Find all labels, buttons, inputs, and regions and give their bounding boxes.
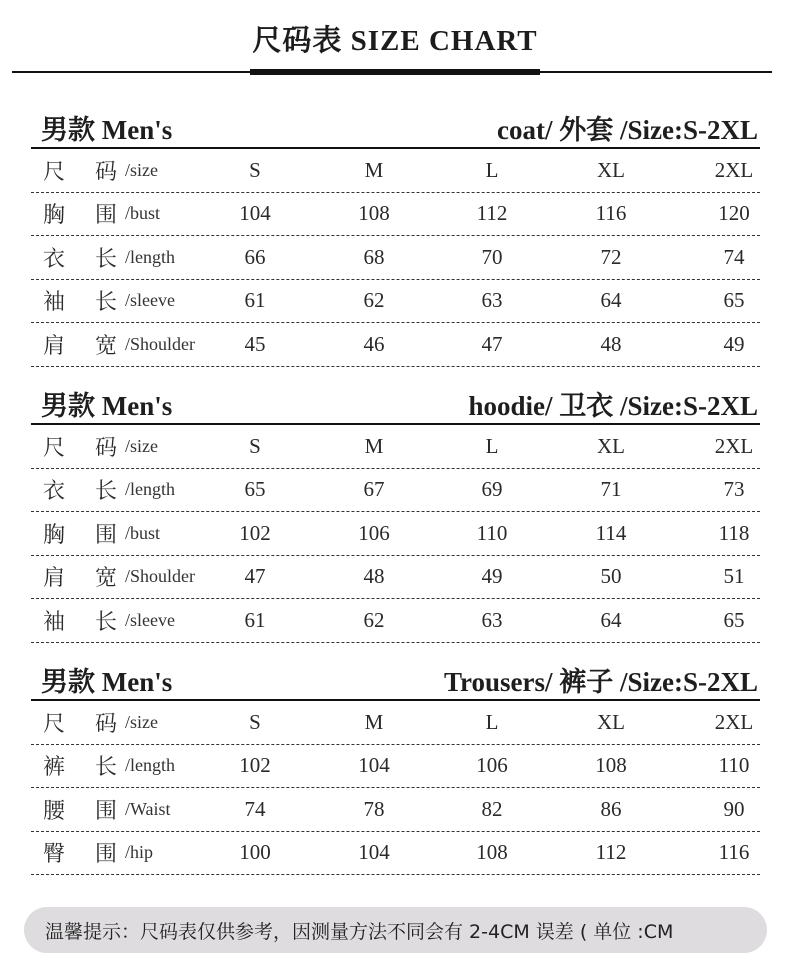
table-row bbox=[31, 701, 760, 745]
cell-value: 104 bbox=[358, 753, 390, 778]
row-label-cn: 裤 bbox=[43, 755, 66, 781]
cell-value: 112 bbox=[595, 840, 627, 865]
cell-value: 82 bbox=[481, 796, 503, 821]
table-row bbox=[31, 236, 760, 280]
cell-value: 61 bbox=[244, 607, 266, 632]
cell-value: 46 bbox=[363, 331, 385, 356]
cell-value: 114 bbox=[595, 520, 627, 545]
cell-value: 62 bbox=[363, 607, 385, 632]
section-garment-title: coat/ 外套 /Size:S-2XL bbox=[497, 115, 758, 145]
table-row bbox=[31, 193, 760, 237]
table-row bbox=[31, 788, 760, 832]
page-title: 尺码表 SIZE CHART bbox=[252, 25, 538, 57]
notice-text: 温馨提示：尺码表仅供参考，因测量方法不同会有 2-4CM 误差 ( 单位 :CM bbox=[45, 920, 674, 943]
cell-value: 108 bbox=[595, 753, 627, 778]
cell-value: 112 bbox=[476, 201, 508, 226]
row-label-cn: 码 bbox=[95, 711, 118, 737]
size-table-coat bbox=[31, 101, 760, 367]
cell-value: M bbox=[364, 157, 384, 182]
cell-value: 110 bbox=[476, 520, 508, 545]
table-row bbox=[31, 745, 760, 789]
table-row bbox=[31, 425, 760, 469]
cell-value: S bbox=[249, 157, 261, 182]
cell-value: 65 bbox=[244, 477, 266, 502]
cell-value: 49 bbox=[723, 331, 745, 356]
section-garment-title: Trousers/ 裤子 /Size:S-2XL bbox=[444, 667, 758, 697]
row-label-en: /bust bbox=[125, 203, 161, 224]
cell-value: 67 bbox=[363, 477, 385, 502]
table-row bbox=[31, 149, 760, 193]
cell-value: 47 bbox=[244, 564, 266, 589]
section-garment-title: hoodie/ 卫衣 /Size:S-2XL bbox=[468, 391, 758, 421]
cell-value: L bbox=[485, 157, 499, 182]
row-label-en: /Shoulder bbox=[125, 566, 195, 587]
cell-value: 108 bbox=[476, 840, 508, 865]
cell-value: XL bbox=[597, 709, 625, 734]
section-gender-title: 男款 Men's bbox=[41, 115, 173, 145]
cell-value: S bbox=[249, 709, 261, 734]
cell-value: 102 bbox=[239, 520, 271, 545]
table-row bbox=[31, 469, 760, 513]
cell-value: 71 bbox=[600, 477, 622, 502]
section-header bbox=[31, 653, 760, 701]
row-label-cn: 尺 bbox=[43, 711, 66, 737]
row-label-cn: 腰 bbox=[43, 798, 66, 824]
row-label-cn: 衣 bbox=[43, 246, 66, 272]
row-label-cn: 衣 bbox=[43, 479, 66, 505]
cell-value: 45 bbox=[244, 331, 266, 356]
cell-value: 47 bbox=[481, 331, 503, 356]
row-label-cn: 围 bbox=[95, 798, 118, 824]
cell-value: 63 bbox=[481, 607, 503, 632]
cell-value: 73 bbox=[723, 477, 745, 502]
table-row bbox=[31, 556, 760, 600]
row-label-cn: 宽 bbox=[95, 333, 118, 359]
cell-value: L bbox=[485, 433, 499, 458]
table-row bbox=[31, 280, 760, 324]
row-label-cn: 码 bbox=[95, 435, 118, 461]
row-label-cn: 长 bbox=[95, 755, 118, 781]
cell-value: 61 bbox=[244, 288, 266, 313]
cell-value: 66 bbox=[244, 244, 266, 269]
cell-value: 78 bbox=[363, 796, 385, 821]
row-label-en: /hip bbox=[125, 842, 154, 863]
table-row bbox=[31, 512, 760, 556]
cell-value: 62 bbox=[363, 288, 385, 313]
cell-value: 63 bbox=[481, 288, 503, 313]
cell-value: 49 bbox=[481, 564, 503, 589]
row-label-cn: 臀 bbox=[43, 842, 66, 868]
cell-value: 106 bbox=[476, 753, 508, 778]
cell-value: 70 bbox=[481, 244, 503, 269]
title-divider-accent bbox=[250, 69, 540, 75]
row-label-en: /sleeve bbox=[125, 609, 175, 630]
cell-value: 106 bbox=[358, 520, 390, 545]
row-label-en: /size bbox=[125, 435, 158, 456]
cell-value: 2XL bbox=[714, 157, 754, 182]
row-label-en: /length bbox=[125, 755, 175, 776]
cell-value: 104 bbox=[239, 201, 271, 226]
row-label-cn: 围 bbox=[95, 522, 118, 548]
row-label-en: /Shoulder bbox=[125, 333, 195, 354]
cell-value: 2XL bbox=[714, 709, 754, 734]
cell-value: 100 bbox=[239, 840, 271, 865]
row-label-en: /length bbox=[125, 479, 175, 500]
cell-value: 2XL bbox=[714, 433, 754, 458]
cell-value: 64 bbox=[600, 288, 622, 313]
row-label-en: /bust bbox=[125, 522, 161, 543]
cell-value: XL bbox=[597, 157, 625, 182]
size-table-trousers bbox=[31, 653, 760, 875]
cell-value: 86 bbox=[600, 796, 622, 821]
cell-value: L bbox=[485, 709, 499, 734]
cell-value: 48 bbox=[363, 564, 385, 589]
cell-value: 120 bbox=[718, 201, 750, 226]
cell-value: 90 bbox=[723, 796, 745, 821]
row-label-en: /size bbox=[125, 159, 158, 180]
row-label-en: /sleeve bbox=[125, 290, 175, 311]
size-table-hoodie bbox=[31, 377, 760, 643]
row-label-cn: 长 bbox=[95, 290, 118, 316]
table-row bbox=[31, 599, 760, 643]
cell-value: S bbox=[249, 433, 261, 458]
row-label-cn: 肩 bbox=[43, 333, 66, 359]
row-label-en: /size bbox=[125, 711, 158, 732]
row-label-cn: 宽 bbox=[95, 566, 118, 592]
row-label-cn: 胸 bbox=[43, 203, 66, 229]
cell-value: 68 bbox=[363, 244, 385, 269]
cell-value: 48 bbox=[600, 331, 622, 356]
cell-value: 104 bbox=[358, 840, 390, 865]
row-label-cn: 袖 bbox=[43, 609, 66, 635]
section-header bbox=[31, 101, 760, 149]
cell-value: 69 bbox=[481, 477, 503, 502]
row-label-cn: 胸 bbox=[43, 522, 66, 548]
cell-value: 74 bbox=[723, 244, 745, 269]
section-gender-title: 男款 Men's bbox=[41, 667, 173, 697]
row-label-cn: 肩 bbox=[43, 566, 66, 592]
row-label-cn: 袖 bbox=[43, 290, 66, 316]
cell-value: 116 bbox=[595, 201, 627, 226]
cell-value: 72 bbox=[600, 244, 622, 269]
cell-value: 65 bbox=[723, 288, 745, 313]
row-label-cn: 长 bbox=[95, 246, 118, 272]
cell-value: 110 bbox=[718, 753, 750, 778]
row-label-cn: 尺 bbox=[43, 435, 66, 461]
cell-value: 102 bbox=[239, 753, 271, 778]
cell-value: M bbox=[364, 709, 384, 734]
table-row bbox=[31, 832, 760, 876]
row-label-cn: 尺 bbox=[43, 159, 66, 185]
cell-value: M bbox=[364, 433, 384, 458]
cell-value: 65 bbox=[723, 607, 745, 632]
section-header bbox=[31, 377, 760, 425]
row-label-en: /Waist bbox=[125, 798, 171, 819]
cell-value: 64 bbox=[600, 607, 622, 632]
row-label-cn: 码 bbox=[95, 159, 118, 185]
table-row bbox=[31, 323, 760, 367]
row-label-cn: 围 bbox=[95, 842, 118, 868]
cell-value: XL bbox=[597, 433, 625, 458]
cell-value: 116 bbox=[718, 840, 750, 865]
cell-value: 51 bbox=[723, 564, 745, 589]
row-label-en: /length bbox=[125, 246, 175, 267]
row-label-cn: 长 bbox=[95, 479, 118, 505]
row-label-cn: 围 bbox=[95, 203, 118, 229]
cell-value: 118 bbox=[718, 520, 750, 545]
cell-value: 50 bbox=[600, 564, 622, 589]
measurement-notice bbox=[24, 907, 767, 953]
section-gender-title: 男款 Men's bbox=[41, 391, 173, 421]
cell-value: 108 bbox=[358, 201, 390, 226]
cell-value: 74 bbox=[244, 796, 266, 821]
row-label-cn: 长 bbox=[95, 609, 118, 635]
